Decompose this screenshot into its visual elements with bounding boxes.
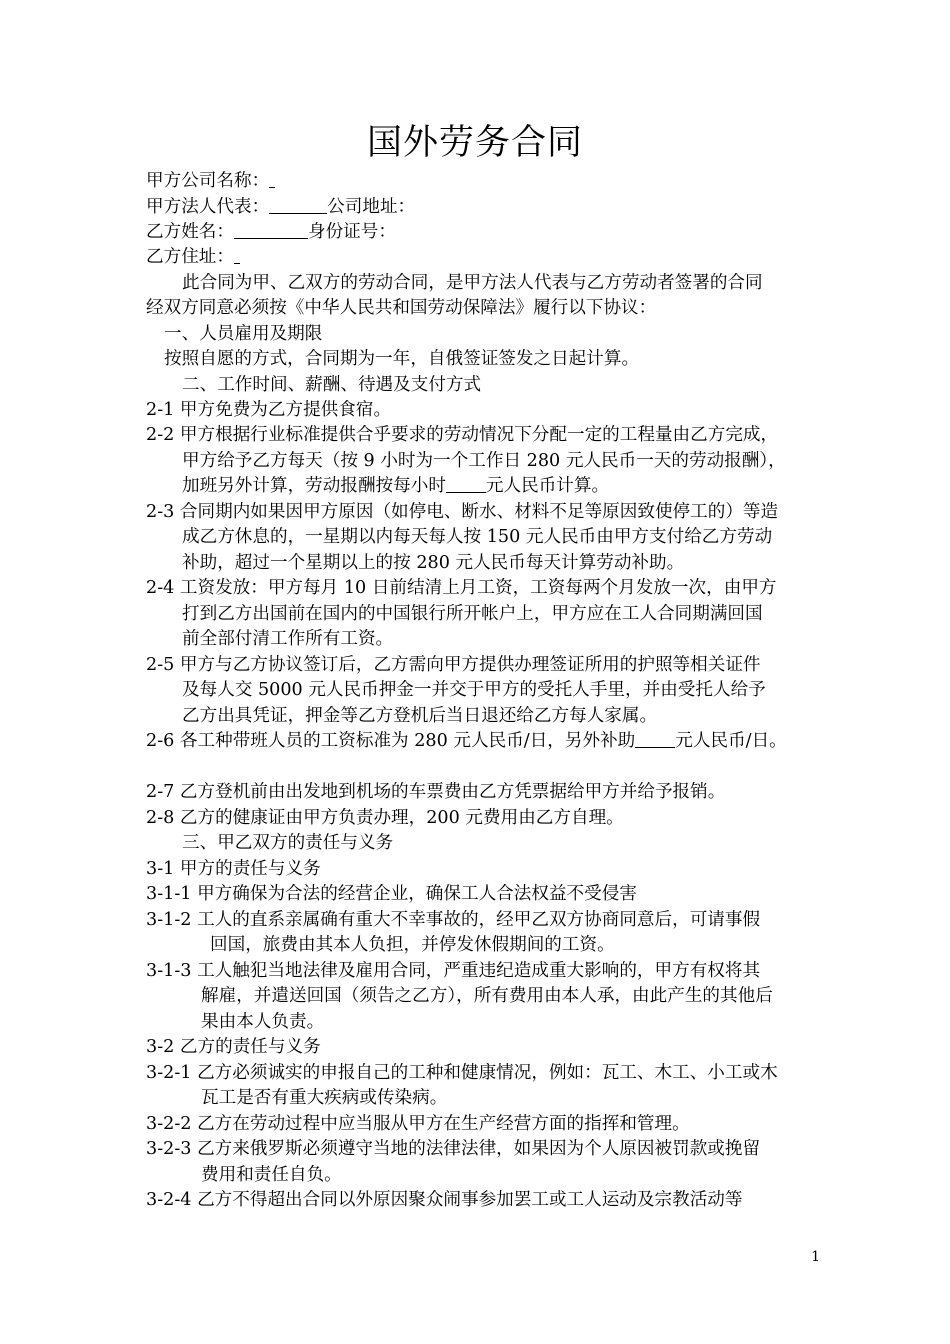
company-address-label: 公司地址： [327,197,416,217]
clause-2-4-line-2: 打到乙方出国前在国内的中国银行所开帐户上，甲方应在工人合同期满回国 [182,604,763,624]
party-b-address-line [146,244,240,270]
allowance-blank [635,729,675,748]
clause-2-3-line-3: 补助，超过一个星期以上的按 280 元人民币每天计算劳动补助。 [182,553,685,573]
party-b-address-blank [234,245,240,264]
clause-2-6 [146,728,787,754]
party-b-name-blank [234,220,308,239]
clause-2-2-line-3 [182,473,609,499]
clause-2-2-text-a: 加班另外计算，劳动报酬按每小时 [182,476,446,496]
section1-text: 按照自愿的方式，合同期为一年，自俄签证签发之日起计算。 [164,349,640,369]
intro-line-1: 此合同为甲、乙双方的劳动合同，是甲方法人代表与乙方劳动者签署的合同 [182,273,763,293]
clause-3-2-1-line-1: 3-2-1 乙方必须诚实的申报自己的工种和健康情况，例如：瓦工、木工、小工或木 [146,1063,778,1083]
clause-3-1-1: 3-1-1 甲方确保为合法的经营企业，确保工人合法权益不受侵害 [146,884,637,904]
clause-2-2-line-2: 甲方给予乙方每天（按 9 小时为一个工作日 280 元人民币一天的劳动报酬）， [182,451,786,471]
clause-3-1-3-line-2: 解雇，并遣送回国（须告之乙方），所有费用由本人承，由此产生的其他后 [201,986,773,1006]
clause-2-6-text-b: 元人民币/日。 [675,731,787,751]
clause-3-1-3-line-1: 3-1-3 工人触犯当地法律及雇用合同，严重违纪造成重大影响的，甲方有权将其 [146,961,761,981]
clause-2-2-line-1: 2-2 甲方根据行业标准提供合乎要求的劳动情况下分配一定的工程量由乙方完成， [146,425,779,445]
clause-3-2-3-line-1: 3-2-3 乙方来俄罗斯必须遵守当地的法律法律，如果因为个人原因被罚款或挽留 [146,1139,761,1159]
party-a-company-line [146,168,275,194]
clause-2-7: 2-7 乙方登机前由出发地到机场的车票费由乙方凭票据给甲方并给予报销。 [146,782,726,802]
section2-heading: 二、工作时间、薪酬、待遇及支付方式 [182,375,482,395]
party-b-name-label: 乙方姓名： [146,222,234,242]
party-a-company-label: 甲方公司名称： [146,171,270,191]
page-number: 1 [811,1249,820,1265]
party-a-company-blank [269,169,275,188]
clause-3-2-1-line-2: 瓦工是否有重大疾病或传染病。 [201,1088,448,1108]
section1-heading: 一、人员雇用及期限 [164,324,323,344]
party-b-name-line [146,219,396,245]
clause-3-2-4: 3-2-4 乙方不得超出合同以外原因聚众闹事参加罢工或工人运动及宗教活动等 [146,1190,743,1210]
clause-3-2-3-line-2: 费用和责任自负。 [201,1165,342,1185]
clause-3-1-3-line-3: 果由本人负责。 [201,1012,325,1032]
clause-2-3-line-1: 2-3 合同期内如果因甲方原因（如停电、断水、材料不足等原因致使停工的）等造 [146,502,779,522]
clause-2-4-line-3: 前全部付清工作所有工资。 [182,629,394,649]
clause-2-8: 2-8 乙方的健康证由甲方负责办理，200 元费用由乙方自理。 [146,808,624,828]
party-a-rep-line [146,194,415,220]
party-a-rep-label: 甲方法人代表： [146,197,270,217]
clause-3-1: 3-1 甲方的责任与义务 [146,859,321,879]
clause-3-2: 3-2 乙方的责任与义务 [146,1037,321,1057]
clause-2-4-line-1: 2-4 工资发放：甲方每月 10 日前结清上月工资，工资每两个月发放一次，由甲方 [146,578,777,598]
party-b-address-label: 乙方住址： [146,247,234,267]
clause-2-5-line-3: 乙方出具凭证，押金等乙方登机后当日退还给乙方每人家属。 [182,706,658,726]
intro-line-2: 经双方同意必须按《中华人民共和国劳动保障法》履行以下协议： [146,298,657,318]
party-a-rep-blank [269,195,327,214]
clause-3-1-2-line-2: 回国，旅费由其本人负担，并停发休假期间的工资。 [210,935,615,955]
section3-heading: 三、甲乙双方的责任与义务 [182,833,394,853]
overtime-rate-blank [446,474,486,493]
clause-2-6-text-a: 2-6 各工种带班人员的工资标准为 280 元人民币/日，另外补助 [146,731,636,751]
clause-3-2-2: 3-2-2 乙方在劳动过程中应当服从甲方在生产经营方面的指挥和管理。 [146,1114,690,1134]
clause-2-2-text-b: 元人民币计算。 [485,476,610,496]
clause-2-5-line-2: 及每人交 5000 元人民币押金一并交于甲方的受托人手里，并由受托人给予 [182,680,766,700]
clause-3-1-2-line-1: 3-1-2 工人的直系亲属确有重大不幸事故的，经甲乙双方协商同意后，可请事假 [146,910,761,930]
id-number-label: 身份证号： [307,222,396,242]
clause-2-3-line-2: 成乙方休息的，一星期以内每天每人按 150 元人民币由甲方支付给乙方劳动 [182,527,773,547]
clause-2-1: 2-1 甲方免费为乙方提供食宿。 [146,400,392,420]
clause-2-5-line-1: 2-5 甲方与乙方协议签订后，乙方需向甲方提供办理签证所用的护照等相关证件 [146,655,761,675]
document-title: 国外劳务合同 [366,123,583,163]
